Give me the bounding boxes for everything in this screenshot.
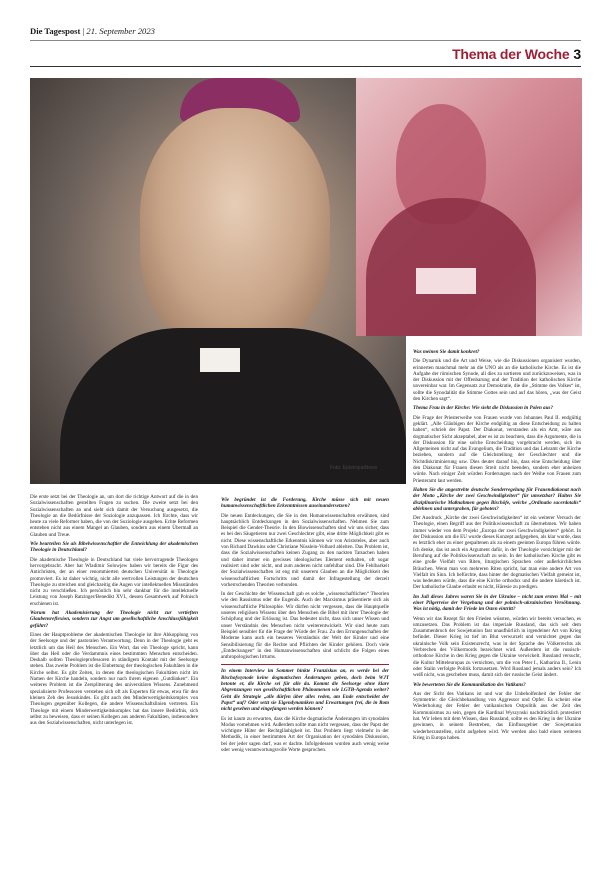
- synod-duotone-photo: [356, 78, 582, 336]
- nameplate: [416, 268, 476, 294]
- answer-paragraph: Der Ausdruck „Kirche der zwei Geschwindigkeiten“ ist ein weiterer Versuch der Theologie, einen Begriff aus der Politikwissenschaft zu übernehmen. Wir haben immer wieder von dem Projekt „Europa der zwei Geschwindigkeiten“ gehört. In der Diskussion um die EU wurde dieses Konzept aufgegeben, als klar wurde, dass es letztlich eher zu einer gespaltenen als zu einem geeinten Europa führen würde. Ich denke, das ist auch ein Argument dafür, in der Theologie vorsichtiger mit der Berufung auf die Politikwissenschaft zu sein. In der katholischen Kirche gibt es eine große Vielfalt von Riten, liturgischen Sprachen oder außerkirchlichen Bräuchen. Wenn man von mehreren Riten spricht, hat man eine andere Art von Vielfalt im Sinn. Ich befürchte, dass hinter der dogmatischen Vielfalt gemeint ist, was bedeuten würde, dass die eine Kirche orthodox und die andere häretisch ist. Der katholische Glaube erlaubt es nicht, Häresie zu predigen.: [413, 515, 581, 591]
- answer-paragraph: Aus der Sicht des Vatikans ist und war die Unbeholfenheit der Fehler der Symmetrie: die Gleichbehandlung von Aggressor und Opfer. Es scheint eine Wiederholung der Fehler der vatikanischen Ostpolitik aus der Zeit des Kommunismus zu sein, gegen die Kardinal Wyszynski nachdrücklich protestiert hat. Wir leben mit dem Wissen, dass Russland, sollte es den Krieg in der Ukraine gewinnen, in seinem Bestreben, das Einflussgebiet der Sowjetunion wiederherzustellen, nicht aufgeben wird. Wir werden also bald einen weiteren Krieg in Europa haben.: [413, 690, 581, 741]
- section-name: Thema der Woche: [452, 46, 570, 62]
- photo-credit: Foto: EpiskopatNews: [330, 465, 378, 471]
- answer-paragraph: Es ist kaum zu erwarten, dass die Kirche dogmatische Änderungen im synodalen Modus vornehmen wird. Außerdem sollte man nicht vergessen, dass der Papst der wichtigste Hüter der Rechtgläubigkeit ist. Das Problem liegt vielmehr in der Methodik, in einer bestimmten Art der Organisation der synodalen Diskussion, bei der jeder sagen darf, was er dachte. Infolgedessen wurden auch wenig weise oder wenig verantwortungsvolle Worte gesprochen.: [221, 715, 389, 753]
- section-rule: [30, 66, 581, 67]
- interview-question: Warum hat Akademisierung der Theologie nicht zur vertieften Glaubensreflexion, sondern zur Angst um gesellschaftliche Anschlussfähigkeit geführt?: [30, 610, 198, 629]
- speaker-body: [366, 198, 536, 336]
- answer-paragraph: Die akademische Theologie in Deutschland hat viele hervorragende Theologen hervorgebracht. Aber hat Wladimir Solowjew haben wir bereits die Figur des Antichristen, der an einer renommierten deutschen Universität in Theologie promoviert. Es ist daher wichtig, nicht alle wertvollen Leistungen der deutschen Theologie zu streichen und gleichzeitig die Augen vor intellektuellen Missständen nicht zu verschließen. Ich persönlich bin sehr dankbar für die intellektuelle Leistung von Joseph Ratzinger/Benedikt XVI., dessen Gesamtwerk auf Polnisch erschienen ist.: [30, 556, 198, 607]
- answer-paragraph: Wenn wir das Rezept für den Frieden wüssten, würden wir bereits versuchen, es umzusetzen. Das Problem ist das imperiale Russland, das sich seit dem Zusammenbruch der Sowjetunion fast unaufhörlich in irgendeiner Art von Krieg befindet. Dieser Krieg ist tief im Blut verwurzelt und vernichtet gegen das ukrainische Volk sein Existenzrecht, was in der Sprache des Völkerrechts als Verbrechen des Völkermords bezeichnet wird. Außerdem ist die russisch-orthodoxe Kirche in den Krieg gegen die Ukraine verwickelt. Russland versucht, die Kultur Mitteleuropas zu vernichten, um die von Peter I., Katharina II., Lenin oder Stalin verfolgte Politik fortzusetzen. Wird Russland jemals anders sein? Ich weiß nicht, was geschehen muss, damit sich der russische Geist ändert.: [413, 615, 581, 679]
- masthead-separator: |: [82, 26, 87, 36]
- text-column-3: [413, 346, 581, 744]
- masthead: [30, 26, 155, 36]
- interview-question: In einem Interview im Sommer hinkte Franziskus an, es werde bei der Bischofssynode keine dogmatischen Änderungen geben, doch beim WJT betonte er, die Kirche sei für alle da. Kommt die Seelsorge ohne klare Abgrenzungen von gesellschaftlichen Phänomenen wie LGTB-Agenda weiter? Geht die Strategie „alle dürfen über alles reden, am Ende entscheidet der Papst“ auf? Oder setzt sie Eigendynamiken und Erwartungen frei, die in Rom nicht gesehen und eingefangen werden können?: [221, 668, 389, 713]
- face: [140, 108, 330, 348]
- interview-question: Halten Sie die angestrebte deutsche Sonderregelung für Frauendiakonat nach der Motto „Kirche der zwei Geschwindigkeiten“ für umsetzbar? Halten Sie disziplinarische Maßnahmen gegen Bischöfe, welche „Ordinatio sacerdotalis“ ablehnen und untergraben, für geboten?: [413, 486, 581, 512]
- clerical-collar: [200, 348, 240, 372]
- header-rule: [30, 40, 581, 41]
- text-column-1: [30, 494, 198, 729]
- answer-paragraph: Die Frage der Priesterweihe von Frauen wurde von Johannes Paul II. endgültig geklärt. „Alle Gläubigen der Kirche endgültig an diese Entscheidung zu halten haben“, schrieb der Papst. Der Diakonat, verstanden als ein Amt, wäre aus dogmatischer Sicht akzeptabel, aber es ist zu beachten, dass die Argumente, die in der Diskussion für eine solche Entscheidung vorgebracht werden, sich im Allgemeinen nicht auf das Evangelium, die Tradition und das Lehramt der Kirche beziehen, sondern auf die Gleichstellung der Geschlechter und die Nichtdiskriminierung usw. Dies deutet darauf hin, dass eine Entscheidung über den Diakonat für Frauen diesen Streit nicht beenden, sondern eher anheizen würde. Nach einiger Zeit würden Forderungen nach der Weihe von Frauen zum Priesteramt laut werden.: [413, 414, 581, 484]
- text-column-2: [221, 494, 389, 756]
- section-title: [452, 46, 581, 62]
- column-rule: [221, 664, 389, 665]
- answer-paragraph: Die erste setzt bei der Theologie an, um dort die richtige Antwort auf die in den Sozialwissenschaften gestellten Fragen zu suchen. Die zweite setzt bei den Sozialwissenschaften an und sieht sich damit der Versuchung ausgesetzt, die Theologie an die Bedürfnisse der Soziologie anzupassen. Ich fürchte, dass wir heute zu viele Reformer haben, die von der Soziologie ausgehen. Echte Reformen entstehen nicht aus einem Mangel an Glauben, sondern aus einem Übermaß an Glauben und Treue.: [30, 494, 198, 538]
- answer-paragraph: In der Geschichte der Wissenschaft gab es solche „wissenschaftlichen“ Theorien wie den Rassismus oder die Eugenik. Auch der Marxismus präsentierte sich als wissenschaftliche Philosophie. Wir dürfen nicht vergessen, dass die Hauptquelle unseres religiösen Wissens über den Menschen die Bibel mit ihrer Theologie der Schöpfung und der Erlösung ist. Das bedeutet nicht, dass sich unser Wissen und unser Verständnis des Menschen nicht weiterentwickelt. Wir sind heute zum Beispiel sensibler für die Frage der Würde der Frau. Zu den Errungenschaften der Moderne kann auch ein besseres Verständnis der Welt der Kinder und eine Sensibilisierung für die Rechte und Pflichten der Kinder gehören. Doch viele „Entdeckungen“ in den Humanwissenschaften sind schlicht die Folgen eines anthropologischen Irrtums.: [221, 591, 389, 661]
- interview-question: Wie beurteilen Sie als Bibelwissenschaftler die Entwicklung der akademischen Theologie in Deutschland?: [30, 541, 198, 554]
- interview-question: Thema Frau in der Kirche: Wie sieht die Diskussion in Polen aus?: [413, 405, 553, 412]
- answer-paragraph: Die Dynamik und die Art und Weise, wie die Diskussionen organisiert wurden, erinnerten manchmal mehr an die UNO als an die katholische Kirche. Es ist die Aufgabe der römischen Synode, all dies zu sortieren und zurückzuweisen, was in der Diskussion mit der Offenbarung und der Tradition der katholischen Kirche unvereinbar war. Im Gegensatz zur Demokratie, die die „Stimme des Volkes“ ist, sollte die Synodalität die Stimme Gottes sein und auf das hören, „was der Geist den Kirchen sagt“.: [413, 358, 581, 403]
- interview-question: Wie begründet ist die Forderung, Kirche müsse sich mit neuen humanwissenschaftlichen Erkenntnissen auseinandersetzen?: [221, 497, 389, 510]
- issue-date: 21. September 2023: [86, 26, 155, 36]
- paper-name: Die Tagespost: [30, 26, 81, 36]
- answer-paragraph: Eines der Hauptprobleme der akademischen Theologie ist ihre Abkopplung von der Seelsorge und der pastoralen Verantwortung. Denn in der Theologie geht es letztlich um das Heil des Menschen. Ein Wort, das ein Theologe spricht, kann über das Heil oder die Verdammnis eines bestimmten Menschen entscheiden. Deshalb sollten Theologieprofessoren in ständigem Kontakt mit der Seelsorge stehen. Das zweite Problem ist die Einbettung der theologischen Fakultäten in die Kirche selbst. Es gibt Zeiten, in denen die theologischen Fakultäten nicht im Namen der Kirche handeln, sondern nur nach ihrem eigenen „Gutdünken“. Ein weiteres Problem ist die Zersplitterung des universitären Wissens. Zunehmend spezialisierte Professoren verstehen sich oft als Experten für etwas, etwa für den kleinen Zeh des Jesuskindes. Es gibt auch den Minderwertigkeitskomplex von Theologen gegenüber Kollegen, die andere Wissenschaftslinien vertreten. Ein Theologe mit einem Minderwertigkeitskomplex hat das innere Bedürfnis, sich selbst zu beweisen, dass er seinen Kollegen aus anderen Fakultäten, insbesondere aus den Sozialwissenschaften, nicht unterlegen ist.: [30, 631, 198, 727]
- interview-question: Wie bewerteten Sie die Kommunikation des Vatikans?: [413, 681, 526, 688]
- answer-paragraph: Die neuen Entdeckungen, die Sie in den Humanwissenschaften erwähnen, sind hauptsächlich Entdeckungen in den Sozialwissenschaften. Nehmen Sie zum Beispiel die Gender-Theorie. In den Biowissenschaften sind wir uns sicher, dass es bei den Säugetieren nur zwei Geschlechter gibt, eine dritte Möglichkeit gibt es nicht. Diese wissenschaftliche Erkenntnis können wir von Aristoteles, aber auch von Richard Dawkins oder Christiane Nüsslein-Volhard ableiten. Das Problem ist, dass die Sozialwissenschaften keinen Zugang zu den nackten Tatsachen haben und daher immer ein gewisses ideologisches Element enthalten, oft sogar realisiert sind oder nicht, und zum anderen nicht unfehlbar sind. Die Fehlbarkeit der Sozialwissenschaften ist eng mit unserem Glauben an die Möglichkeit des wissenschaftlichen Fortschritts und damit der Infragestellung der derzeit vorherrschenden Theorien verbunden.: [221, 512, 389, 588]
- page-number: 3: [573, 46, 581, 62]
- interview-question: Was meinen Sie damit konkret?: [413, 349, 480, 355]
- bishop-portrait-photo: [30, 78, 406, 484]
- interview-question: Im Juli dieses Jahres waren Sie in der Ukraine – nicht zum ersten Mal – mit einer Pilgerreise der Vergebung und der polnisch-ukrainischen Versöhnung. Was ist nötig, damit der Friede im Osten eintritt?: [413, 593, 581, 613]
